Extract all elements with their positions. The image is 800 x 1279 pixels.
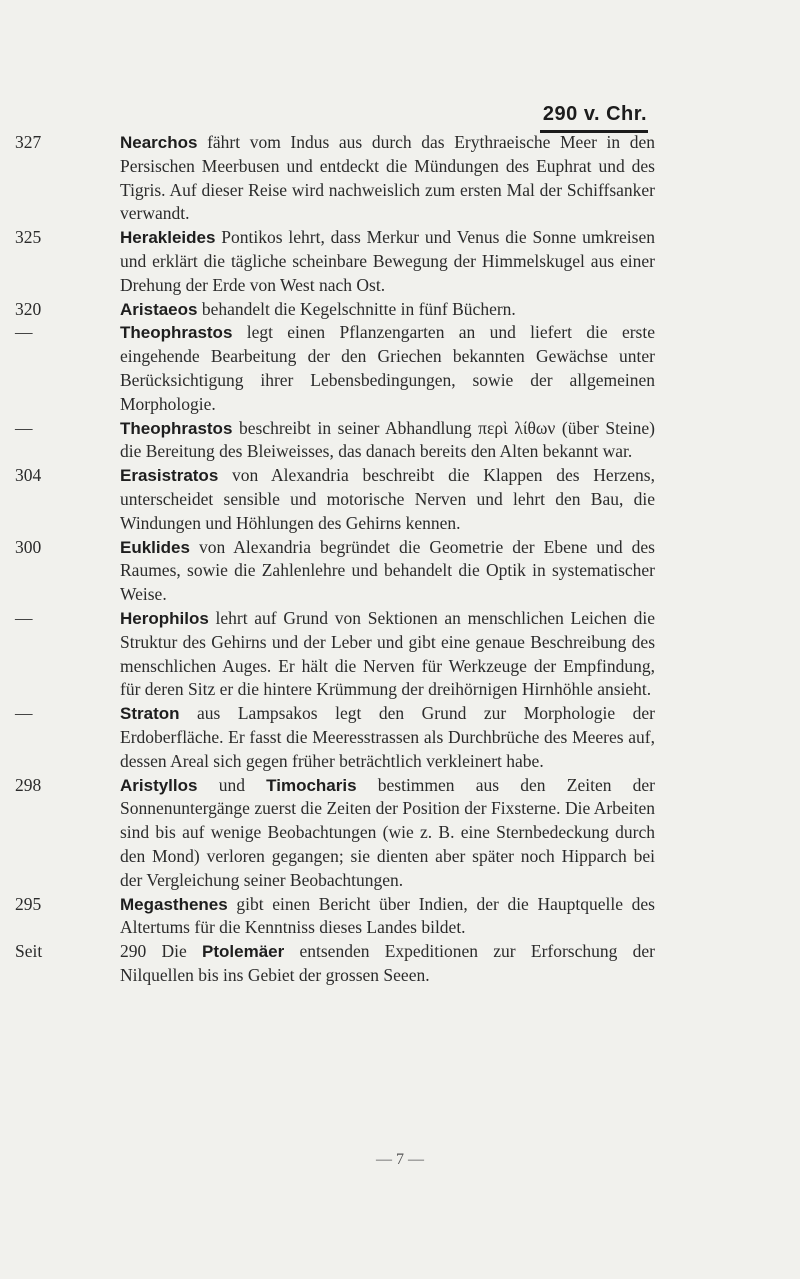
entry-year: 300 bbox=[15, 536, 42, 557]
entry-year: — bbox=[15, 607, 33, 628]
chronology-list bbox=[0, 131, 800, 988]
chronology-entry bbox=[0, 940, 800, 988]
entry-year: 304 bbox=[15, 465, 42, 486]
entry-year: — bbox=[15, 703, 33, 724]
chronology-entry bbox=[0, 607, 800, 702]
entry-text bbox=[120, 536, 655, 607]
entry-body: von Alexandria begründet die Geometrie der Ebene und des Raumes, sowie die Zahlenlehre und behandelt die Optik in systematischer Weise. bbox=[120, 536, 655, 605]
chronology-entry bbox=[0, 464, 800, 535]
entry-text bbox=[120, 131, 655, 226]
entry-prefix: 290 Die bbox=[120, 941, 203, 962]
chronology-entry bbox=[0, 226, 800, 297]
entry-name: Theophrastos bbox=[120, 323, 233, 343]
chronology-entry bbox=[0, 298, 800, 322]
entry-name: Ptolemäer bbox=[202, 942, 285, 962]
entry-year: Seit bbox=[15, 941, 43, 962]
entry-connector: und bbox=[197, 774, 267, 795]
entry-year: — bbox=[15, 322, 33, 343]
entry-year: 320 bbox=[15, 298, 42, 319]
chronology-entry bbox=[0, 321, 800, 416]
entry-text bbox=[120, 298, 655, 322]
entry-body: fährt vom Indus aus durch das Erythraeische Meer in den Persischen Meerbusen und entdeckt die Mündungen des Euphrat und des Tigris. Auf dieser Reise wird nachweislich zum ersten Mal der Schiffsanker verwandt. bbox=[120, 132, 655, 224]
entry-text bbox=[120, 893, 655, 941]
page-number: — 7 — bbox=[376, 1151, 424, 1168]
entry-body: entsenden Expeditionen zur Erforschung der Nilquellen bis ins Gebiet der grossen Seeen. bbox=[120, 941, 655, 985]
entry-year: 325 bbox=[15, 227, 42, 248]
chronology-entry bbox=[0, 536, 800, 607]
chronology-entry bbox=[0, 774, 800, 893]
entry-text bbox=[120, 940, 655, 988]
entry-name: Herakleides bbox=[120, 228, 216, 248]
entry-year: 295 bbox=[15, 893, 42, 914]
entry-text bbox=[120, 321, 655, 416]
entry-year: 327 bbox=[15, 132, 42, 152]
entry-name: Euklides bbox=[120, 537, 190, 557]
chronology-entry bbox=[0, 702, 800, 773]
entry-body: legt einen Pflanzengarten an und liefert die erste eingehende Bearbeitung der den Griechen bekannten Gewächse unter Berücksichtigung ihrer Lebensbedingungen, sowie der allgemeinen Morphologie. bbox=[120, 322, 655, 414]
entry-text bbox=[120, 226, 655, 297]
entry-name: Aristaeos bbox=[120, 299, 198, 319]
entry-name: Aristyllos bbox=[120, 775, 198, 795]
entry-year: 298 bbox=[15, 774, 42, 795]
entry-body: beschreibt in seiner Abhandlung περὶ λίθων (über Steine) die Bereitung des Bleiweisses, das danach bereits den Alten bekannt war. bbox=[120, 417, 655, 462]
entry-name: Theophrastos bbox=[120, 418, 233, 438]
entry-text bbox=[120, 417, 655, 465]
entry-body: aus Lampsakos legt den Grund zur Morphologie der Erdoberfläche. Er fasst die Meeresstrassen als Durchbrüche des Meeres auf, dessen Areal sich gegen früher beträchtlich verkleinert habe. bbox=[120, 703, 655, 771]
page-header-title: 290 v. Chr. bbox=[542, 103, 647, 125]
chronology-entry bbox=[0, 417, 800, 465]
entry-name: Nearchos bbox=[120, 133, 198, 152]
entry-body: von Alexandria beschreibt die Klappen des Herzens, unterscheidet sensible und motorische Nerven und lehrt den Bau, die Windungen und Höhlungen des Gehirns kennen. bbox=[120, 465, 655, 533]
entry-name-second: Timocharis bbox=[266, 775, 357, 795]
entry-year: — bbox=[15, 417, 33, 438]
entry-text bbox=[120, 464, 655, 535]
entry-name: Herophilos bbox=[120, 608, 209, 628]
entry-text bbox=[120, 607, 655, 702]
entry-name: Straton bbox=[120, 704, 180, 724]
chronology-entry bbox=[0, 131, 800, 226]
entry-text bbox=[120, 774, 655, 893]
entry-name: Erasistratos bbox=[120, 466, 219, 486]
entry-body: gibt einen Bericht über Indien, der die Hauptquelle des Altertums für die Kenntniss dieses Landes bildet. bbox=[120, 893, 655, 938]
entry-body: behandelt die Kegelschnitte in fünf Büchern. bbox=[197, 298, 516, 319]
entry-body: bestimmen aus den Zeiten der Sonnenuntergänge zuerst die Zeiten der Position der Fixsterne. Die Arbeiten sind bis auf wenige Beobachtungen (wie z. B. eine Sternbedeckung durch den Mond) verloren gegangen; sie dienten aber später noch Hipparch bei der Vergleichung seiner Beobachtungen. bbox=[120, 774, 656, 890]
entry-text bbox=[120, 702, 655, 773]
entry-body: Pontikos lehrt, dass Merkur und Venus die Sonne umkreisen und erklärt die tägliche scheinbare Bewegung der Himmelskugel aus einer Drehung der Erde von West nach Ost. bbox=[120, 227, 655, 295]
chronology-entry bbox=[0, 893, 800, 941]
entry-body: lehrt auf Grund von Sektionen an menschlichen Leichen die Struktur des Gehirns und der Leber und gibt eine genaue Beschreibung des menschlichen Auges. Er hält die Nerven für Werkzeuge der Empfindung, für deren Sitz er die hintere Krümmung der dreihörnigen Hirnhöhle ansieht. bbox=[120, 607, 655, 700]
entry-name: Megasthenes bbox=[120, 894, 228, 914]
